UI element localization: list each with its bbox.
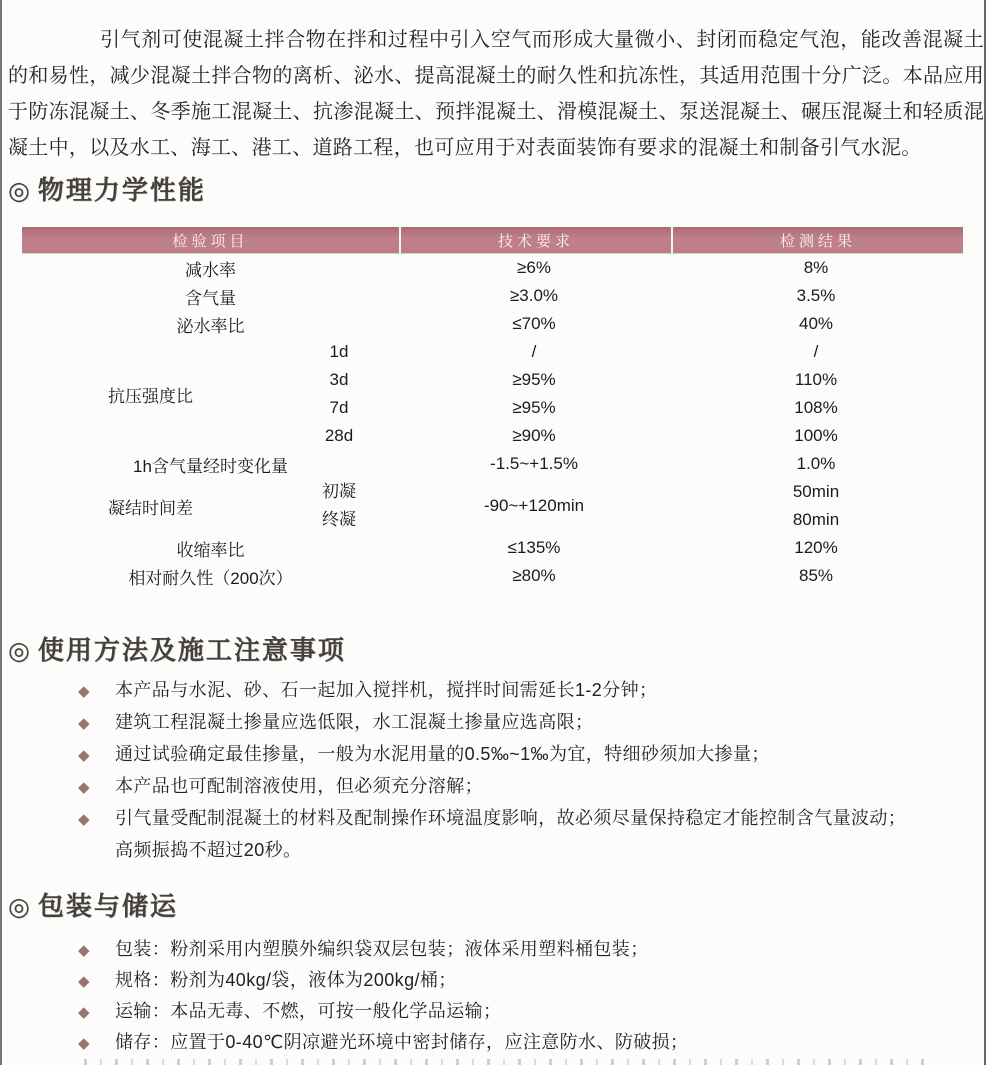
subrow-result: 50min (792, 482, 840, 501)
row-item: 相对耐久性（200次） (128, 568, 293, 588)
row-result: 3.5% (796, 286, 836, 305)
subrow-result: 108% (794, 398, 838, 417)
row-result: 85% (798, 566, 834, 585)
subrow-requirement: / (531, 342, 537, 361)
row-item: 收缩率比 (176, 540, 245, 560)
row-item: 减水率 (185, 260, 236, 280)
section-heading-packing (8, 886, 178, 921)
row-result: 8% (803, 258, 829, 277)
subrow-requirement: ≥95% (512, 398, 556, 417)
scan-edge-right (984, 0, 986, 1065)
table-row-group-setting-time (22, 478, 963, 534)
row-requirement: -1.5~+1.5% (490, 454, 578, 473)
group-label: 抗压强度比 (108, 386, 193, 406)
section-title-usage: 使用方法及施工注意事项 (37, 635, 346, 665)
diamond-bullet-icon: ◆ (78, 973, 90, 990)
group-item-cell (22, 478, 399, 534)
subrow-result: / (813, 342, 819, 361)
list-item (78, 1027, 688, 1058)
table-row (22, 450, 963, 478)
subrow-requirement: ≥90% (512, 426, 556, 445)
table-row (22, 562, 963, 590)
list-item (78, 802, 906, 834)
column-header-item: 检验项目 (172, 232, 249, 250)
list-item-text: 包装：粉剂采用内塑膜外编织袋双层包装；液体采用塑料桶包装； (115, 939, 649, 959)
intro-paragraph: 引气剂可使混凝土拌合物在拌和过程中引入空气而形成大量微小、封闭而稳定气泡，能改善混凝土的和易性，减少混凝土拌合物的离析、泌水、提高混凝土的耐久性和抗冻性，其适用范围十分广泛。本品应用于防冻混凝土、冬季施工混凝土、抗渗混凝土、预拌混凝土、滑模混凝土、泵送混凝土、碾压混凝土和轻质混凝土中，以及水工、海工、港工、道路工程，也可应用于对表面装饰有要求的混凝土和制备引气水泥。 (8, 29, 984, 159)
group-results (669, 478, 963, 534)
row-item: 含气量 (185, 288, 236, 308)
row-requirement: ≤135% (507, 538, 561, 557)
subrow-result: 110% (794, 370, 838, 389)
list-item (78, 706, 906, 738)
packing-bullet-list (78, 934, 688, 1058)
group-subkeys (279, 478, 399, 534)
diamond-bullet-icon: ◆ (78, 683, 90, 700)
list-item-text: 高频振捣不超过20秒。 (115, 840, 302, 860)
performance-table (22, 227, 963, 590)
row-requirement: ≤70% (512, 314, 556, 333)
list-item-text: 建筑工程混凝土掺量应选低限，水工混凝土掺量应选高限； (115, 712, 594, 732)
group-requirements (399, 338, 669, 450)
table-row-group-strength (22, 338, 963, 450)
list-item-text: 运输：本品无毒、不燃，可按一般化学品运输； (115, 1001, 502, 1021)
subrow-key: 3d (329, 370, 349, 389)
table-header-row (22, 227, 963, 254)
group-label: 凝结时间差 (108, 498, 193, 518)
diamond-bullet-icon: ◆ (78, 942, 90, 959)
table-row (22, 534, 963, 562)
group-results (669, 338, 963, 450)
list-item (78, 965, 688, 996)
subrow-key: 终凝 (322, 510, 356, 529)
usage-bullet-list (78, 674, 906, 866)
subrow-result: 80min (792, 510, 840, 529)
list-item-continuation (78, 834, 906, 866)
list-item-text: 本产品与水泥、砂、石一起加入搅拌机，搅拌时间需延长1-2分钟； (115, 680, 658, 700)
row-result: 1.0% (796, 454, 836, 473)
table-row (22, 282, 963, 310)
row-item: 泌水率比 (176, 316, 245, 336)
section-title-performance: 物理力学性能 (37, 175, 206, 205)
double-circle-icon: ◎ (8, 637, 32, 665)
list-item-text: 规格：粉剂为40kg/袋，液体为200kg/桶； (115, 970, 457, 990)
section-title-packing: 包装与储运 (37, 891, 178, 921)
row-result: 40% (798, 314, 834, 333)
list-item-text: 本产品也可配制溶液使用，但必须充分溶解； (115, 776, 483, 796)
diamond-bullet-icon: ◆ (78, 811, 90, 828)
table-row (22, 310, 963, 338)
list-item-text: 储存：应置于0-40℃阴凉避光环境中密封储存，应注意防水、防破损； (115, 1032, 689, 1052)
clipped-text-line (84, 1059, 934, 1065)
subrow-key: 初凝 (322, 482, 356, 501)
list-item-text: 引气量受配制混凝土的材料及配制操作环境温度影响，故必须尽量保持稳定才能控制含气量波动； (115, 808, 907, 828)
list-item (78, 996, 688, 1027)
section-heading-performance (8, 170, 206, 205)
row-requirement: ≥80% (512, 566, 556, 585)
column-header-result: 检测结果 (671, 227, 963, 253)
subrow-key: 28d (324, 426, 354, 445)
list-item (78, 738, 906, 770)
row-requirement: ≥6% (517, 258, 551, 277)
column-header-requirement: 技术要求 (399, 227, 671, 253)
scan-edge-left (0, 0, 2, 1065)
subrow-key: 1d (329, 342, 349, 361)
list-item-text: 通过试验确定最佳掺量，一般为水泥用量的0.5‰~1‰为宜，特细砂须加大掺量； (115, 744, 770, 764)
diamond-bullet-icon: ◆ (78, 1004, 90, 1021)
row-item: 1h含气量经时变化量 (133, 456, 288, 476)
group-item-cell (22, 338, 399, 450)
list-item (78, 674, 906, 706)
subrow-requirement: ≥95% (512, 370, 556, 389)
section-heading-usage (8, 630, 346, 665)
diamond-bullet-icon: ◆ (78, 715, 90, 732)
group-subkeys (279, 338, 399, 450)
double-circle-icon: ◎ (8, 177, 32, 205)
group-requirement-span: -90~+120min (483, 496, 585, 515)
list-item (78, 770, 906, 802)
subrow-key: 7d (329, 398, 349, 417)
diamond-bullet-icon: ◆ (78, 747, 90, 764)
subrow-result: 100% (794, 426, 838, 445)
row-result: 120% (794, 538, 838, 557)
double-circle-icon: ◎ (8, 893, 32, 921)
list-item (78, 934, 688, 965)
table-row (22, 254, 963, 282)
row-requirement: ≥3.0% (509, 286, 559, 305)
diamond-bullet-icon: ◆ (78, 779, 90, 796)
diamond-bullet-icon: ◆ (78, 1035, 90, 1052)
